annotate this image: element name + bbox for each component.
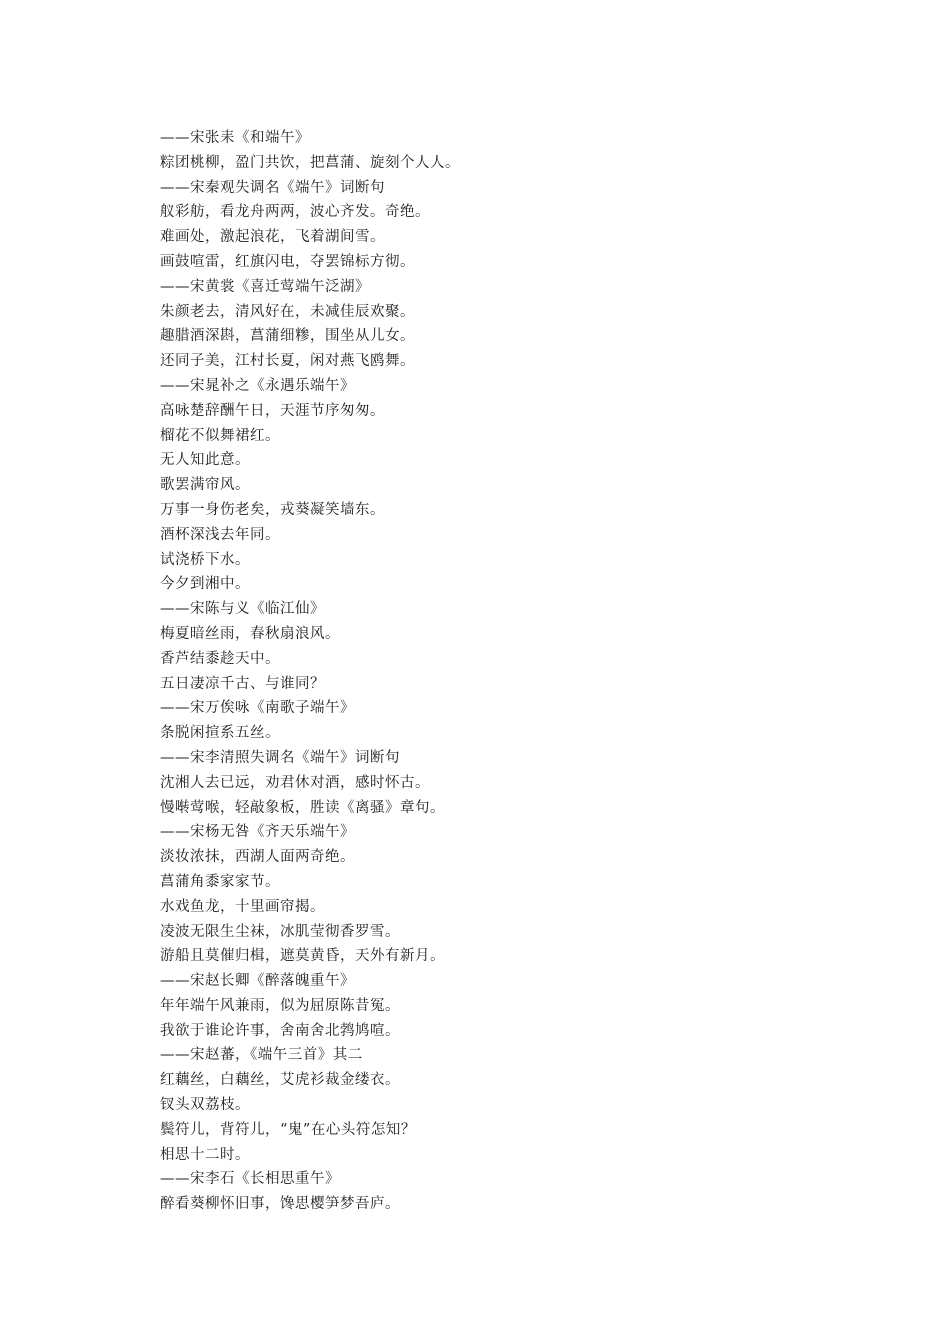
verse-line: 年年端午风兼雨，似为屈原陈昔冤。 (160, 997, 400, 1014)
attribution-line: ——宋李石《长相思重午》 (160, 1171, 340, 1188)
attribution-line: ——宋赵蕃，《端午三首》其二 (160, 1047, 363, 1064)
verse-line: 画鼓喧雷，红旗闪电，夺罢锦标方彻。 (160, 253, 415, 270)
verse-line: 鬓符儿，背符儿，“鬼”在心头符怎知？ (160, 1121, 416, 1138)
attribution-line: ——宋陈与义《临江仙》 (160, 601, 325, 618)
verse-line: 趣腊酒深斟，菖蒲细糁，围坐从儿女。 (160, 328, 415, 345)
attribution-line: ——宋秦观失调名《端午》词断句 (160, 179, 385, 196)
verse-line: 红藕丝，白藕丝，艾虎衫裁金缕衣。 (160, 1072, 400, 1089)
verse-line: 条脱闲揎系五丝。 (160, 725, 280, 742)
verse-line: 朱颜老去，清风好在，未减佳辰欢聚。 (160, 303, 415, 320)
verse-line: 歌罢满帘风。 (160, 477, 250, 494)
verse-line: 榴花不似舞裙红。 (160, 427, 280, 444)
attribution-line: ——宋张耒《和端午》 (160, 130, 310, 146)
attribution-line: ——宋李清照失调名《端午》词断句 (160, 749, 400, 766)
verse-line: 梅夏暗丝雨，春秋扇浪风。 (160, 625, 340, 642)
verse-line: 沈湘人去已远，劝君休对酒，感时怀古。 (160, 774, 430, 791)
verse-line: 难画处，激起浪花，飞着湖间雪。 (160, 229, 385, 246)
verse-line: 醉看葵柳怀旧事，馋思樱笋梦吾庐。 (160, 1196, 400, 1213)
verse-line: 万事一身伤老矣，戎葵凝笑墙东。 (160, 501, 385, 518)
verse-line: 菖蒲角黍家家节。 (160, 873, 280, 890)
verse-line: 舣彩舫，看龙舟两两，波心齐发。奇绝。 (160, 204, 430, 221)
verse-line: 五日凄凉千古、与谁同？ (160, 675, 325, 692)
verse-line: 试浇桥下水。 (160, 551, 250, 568)
verse-line: 酒杯深浅去年同。 (160, 526, 280, 543)
poem-text-block (160, 126, 880, 1217)
verse-line: 我欲于谁论许事，舍南舍北鹁鸠喧。 (160, 1022, 400, 1039)
verse-line: 相思十二时。 (160, 1146, 250, 1163)
verse-line: 水戏鱼龙，十里画帘揭。 (160, 898, 325, 915)
attribution-line: ——宋万俟咏《南歌子端午》 (160, 700, 355, 717)
attribution-line: ——宋晁补之《永遇乐端午》 (160, 377, 355, 394)
verse-line: 凌波无限生尘袜，冰肌莹彻香罗雪。 (160, 923, 400, 940)
verse-line: 香芦结黍趁天中。 (160, 650, 280, 667)
attribution-line: ——宋黄裳《喜迁莺端午泛湖》 (160, 278, 370, 295)
verse-line: 无人知此意。 (160, 452, 250, 469)
attribution-line: ——宋赵长卿《醉落魄重午》 (160, 973, 355, 990)
verse-line: 慢啭莺喉，轻敲象板，胜读《离骚》章句。 (160, 799, 445, 816)
verse-line: 淡妆浓抹，西湖人面两奇绝。 (160, 849, 355, 866)
verse-line: 高咏楚辞酬午日，天涯节序匆匆。 (160, 402, 385, 419)
verse-line: 钗头双荔枝。 (160, 1097, 250, 1114)
verse-line: 粽团桃柳，盈门共饮，把菖蒲、旋刻个人人。 (160, 154, 460, 171)
attribution-line: ——宋杨无咎《齐天乐端午》 (160, 824, 355, 841)
verse-line: 今夕到湘中。 (160, 576, 250, 593)
verse-line: 游船且莫催归楫，遮莫黄昏，天外有新月。 (160, 948, 445, 965)
verse-line: 还同子美，江村长夏，闲对燕飞鸥舞。 (160, 353, 415, 370)
